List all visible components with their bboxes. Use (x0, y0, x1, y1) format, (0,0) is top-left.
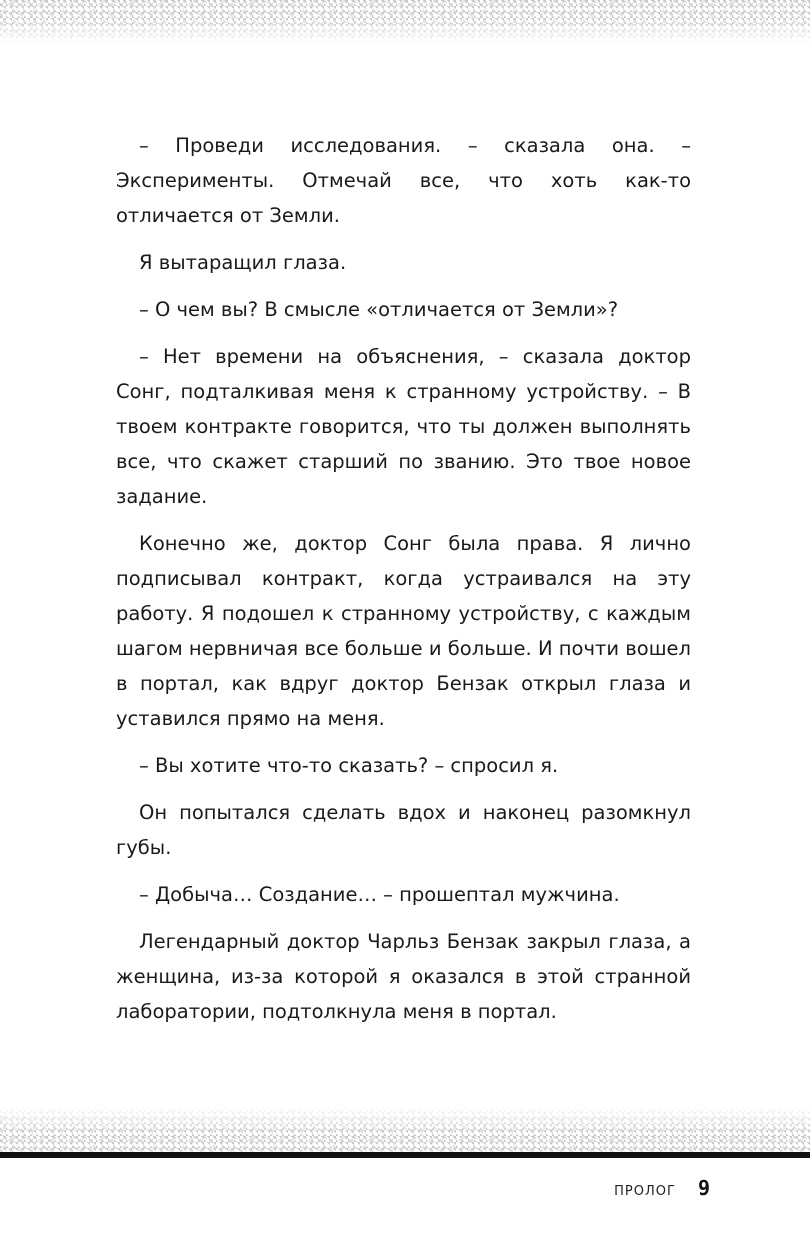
bottom-pixel-border (0, 1106, 810, 1154)
footer-rule (0, 1152, 810, 1158)
running-footer (560, 1176, 710, 1206)
paragraph-8: – Добыча… Создание… – прошептал мужчина. (139, 883, 620, 906)
paragraph-9: Легендарный доктор Чарльз Бензак закрыл глаза, а женщина, из-за которой я оказался в этой странной лаборатории, подтолкнула меня в портал. (116, 930, 691, 1023)
paragraph-1: – Проведи исследования. – сказала она. – Эксперименты. Отмечай все, что хоть как-то отличается от Земли. (116, 134, 691, 227)
paragraph-7: Он попытался сделать вдох и наконец разомкнул губы. (116, 801, 691, 859)
paragraph-6: – Вы хотите что-то сказать? – спросил я. (139, 754, 559, 777)
paragraph-4: – Нет времени на объяснения, – сказала доктор Сонг, подталкивая меня к странному устройству. – В твоем контракте говорится, что ты должен выполнять все, что скажет старший по званию. Это твое новое задание. (116, 345, 691, 508)
page-number: 9 (697, 1176, 710, 1200)
body-text (116, 128, 691, 1041)
paragraph-3: – О чем вы? В смысле «отличается от Земли»? (139, 298, 619, 321)
paragraph-2: Я вытаращил глаза. (139, 251, 347, 274)
paragraph-5: Конечно же, доктор Сонг была права. Я лично подписывал контракт, когда устраивался на эту работу. Я подошел к странному устройству, с каждым шагом нервничая все больше и больше. И почти вошел в портал, как вдруг доктор Бензак открыл глаза и уставился прямо на меня. (116, 532, 691, 730)
chapter-label: ПРОЛОГ (614, 1184, 676, 1199)
top-pixel-border (0, 0, 810, 44)
